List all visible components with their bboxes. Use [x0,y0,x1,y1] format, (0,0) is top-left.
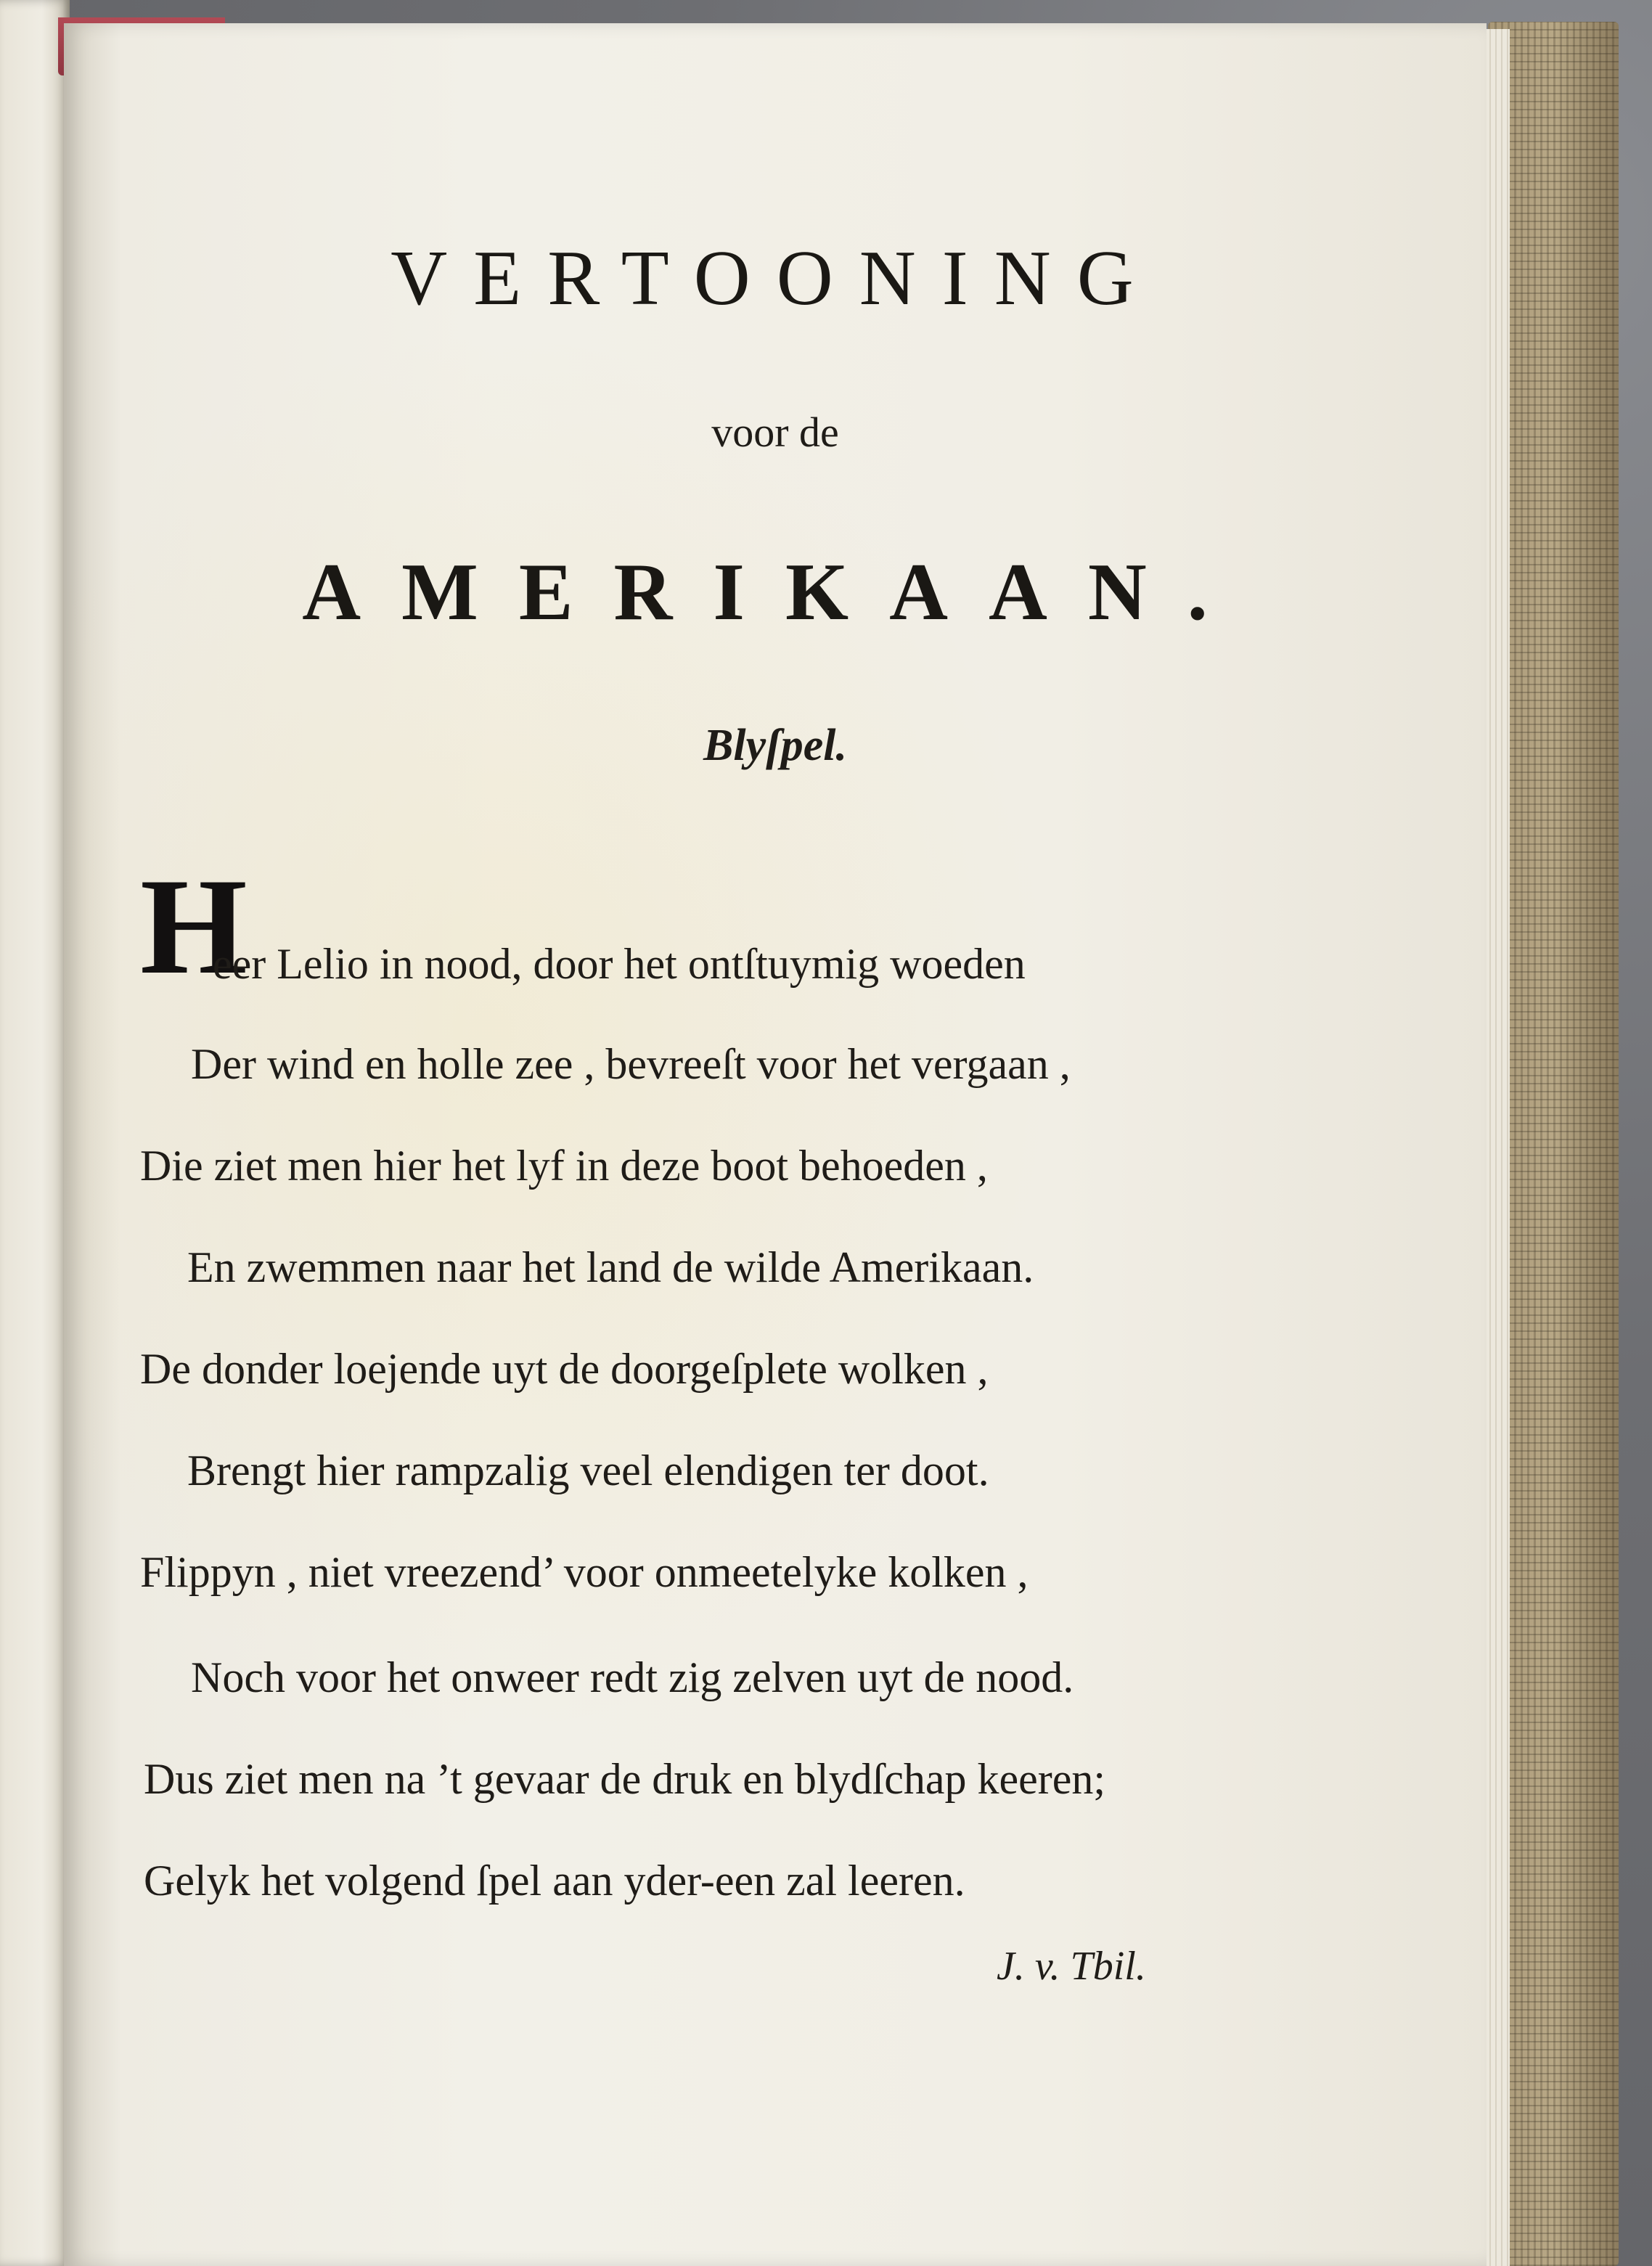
poem-line: En zwemmen naar het land de wilde Amerikaan. [187,1243,1034,1291]
book-page [64,23,1487,2266]
page-title: VERTOONING [390,235,1160,322]
poem-line: Die ziet men hier het lyf in deze boot behoeden , [140,1142,988,1190]
author-signature: J. v. Tbil. [997,1944,1146,1989]
page-heading: AMERIKAAN. [302,547,1248,637]
poem-line: Noch voor het onweer redt zig zelven uyt de nood. [191,1653,1074,1701]
poem-line: Dus ziet men na ’t gevaar de druk en blydſchap keeren; [144,1755,1106,1803]
left-facing-page [0,0,70,2266]
poem-line: Gelyk het volgend ſpel aan yder-een zal leeren. [144,1857,965,1905]
poem-line: De donder loejende uyt de doorgeſplete wolken , [140,1345,989,1393]
poem-line: Flippyn , niet vreezend’ voor onmeetelyke kolken , [140,1548,1029,1596]
genre-label: Blyſpel. [703,721,847,770]
poem-line: eer Lelio in nood, door het ontſtuymig woeden [213,940,1026,988]
poem-line: Der wind en holle zee , bevreeſt voor het vergaan , [191,1040,1071,1088]
page-subtitle: voor de [711,409,839,456]
poem-line: Brengt hier rampzalig veel elendigen ter doot. [187,1447,989,1494]
drop-cap: H [140,851,248,1003]
poem [64,23,1487,2266]
